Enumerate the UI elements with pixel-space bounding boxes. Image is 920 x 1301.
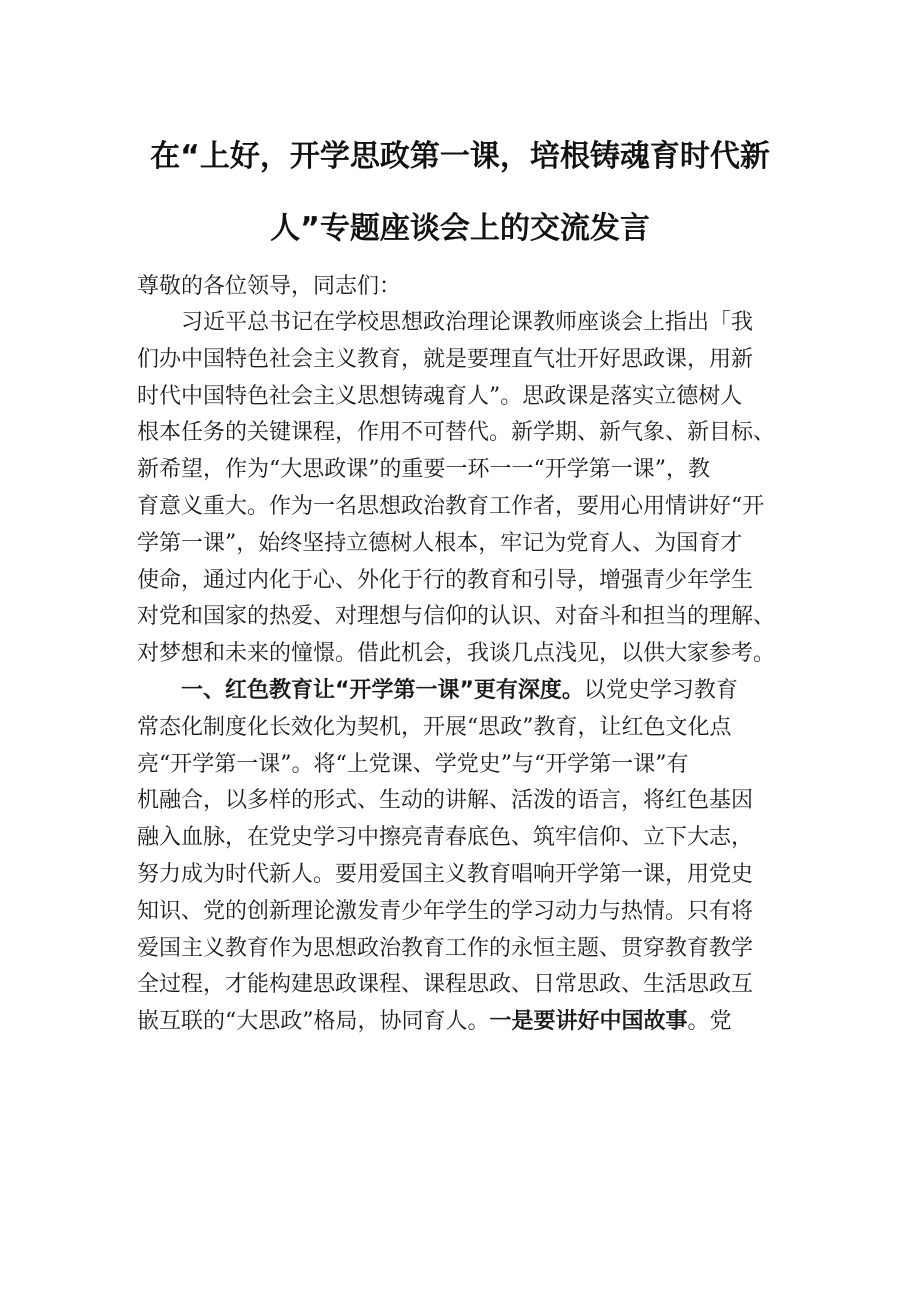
- body-line: [137, 898, 753, 926]
- text-segment: 。党: [687, 1009, 732, 1035]
- text-segment: 时代中国特色社会主义思想铸魂育人”。思政课是落实立德树人: [137, 383, 743, 409]
- bold-text-segment: 一是要讲好中国故事: [489, 1009, 688, 1035]
- body-line: [137, 935, 753, 963]
- body-line: [137, 787, 753, 815]
- text-segment: 嵌互联的“大思政”格局，协同育人。: [137, 1009, 490, 1035]
- text-segment: 新希望，作为“大思政课”的重要一环一一“开学第一课”，教: [137, 457, 710, 483]
- body-line: [137, 493, 764, 521]
- document-title-line-2: 人”专题座谈会上的交流发言: [270, 211, 650, 246]
- body-line: [137, 530, 742, 558]
- body-line: [137, 677, 738, 705]
- bold-text-segment: 一、红色教育让“开学第一课”更有深度。: [137, 678, 584, 703]
- body-line: [137, 1008, 732, 1036]
- text-segment: 们办中国特色社会主义教育，就是要理直气壮开好思政课，用新: [137, 346, 754, 372]
- text-segment: 育意义重大。作为一名思想政治教育工作者，要用心用情讲好“开: [137, 494, 765, 519]
- text-segment: 对梦想和未来的憧憬。借此机会，我谈几点浅见，以供大家参考。: [137, 641, 776, 667]
- body-line: [137, 383, 742, 411]
- text-segment: 常态化制度化长效化为契机，开展“思政”教育，让红色文化点: [137, 714, 732, 740]
- body-line: [137, 751, 688, 779]
- body-line: [137, 567, 753, 595]
- text-segment: 使命，通过内化于心、外化于行的教育和引导，增强青少年学生: [137, 567, 754, 593]
- body-line: [137, 640, 775, 668]
- body-line: [137, 309, 753, 337]
- text-segment: 学第一课”，始终坚持立德树人根本，牢记为党育人、为国育才: [137, 530, 743, 556]
- text-segment: 以党史学习教育: [583, 678, 738, 703]
- text-segment: 努力成为时代新人。要用爱国主义教育唱响开学第一课，用党史: [137, 862, 754, 887]
- text-segment: 爱国主义教育作为思想政治教育工作的永恒主题、贯穿教育教学: [137, 935, 754, 961]
- body-line: [137, 456, 710, 484]
- text-segment: 习近平总书记在学校思想政治理论课教师座谈会上指出「我: [137, 310, 754, 335]
- body-line: [137, 861, 753, 889]
- text-segment: 根本任务的关键课程，作用不可替代。新学期、新气象、新目标、: [137, 420, 776, 446]
- body-line: [137, 971, 753, 999]
- text-segment: 融入血脉，在党史学习中擦亮青春底色、筑牢信仰、立下大志，: [137, 825, 754, 851]
- body-line: [137, 603, 775, 631]
- text-segment: 对党和国家的热爱、对理想与信仰的认识、对奋斗和担当的理解、: [137, 604, 776, 630]
- body-line: [137, 419, 775, 447]
- body-line: [137, 346, 753, 374]
- salutation: 尊敬的各位领导，同志们：: [137, 274, 402, 299]
- text-segment: 知识、党的创新理论激发青少年学生的学习动力与热情。只有将: [137, 898, 754, 924]
- document-title-line-1: 在“上好，开学思政第一课，培根铸魂育时代新: [150, 139, 770, 174]
- body-line: [137, 824, 753, 852]
- text-segment: 全过程，才能构建思政课程、课程思政、日常思政、生活思政互: [137, 972, 754, 998]
- body-line: [137, 714, 732, 742]
- text-segment: 亮“开学第一课”。将“上党课、学党史”与“开学第一课”有: [137, 751, 689, 777]
- text-segment: 机融合，以多样的形式、生动的讲解、活泼的语言，将红色基因: [137, 788, 754, 814]
